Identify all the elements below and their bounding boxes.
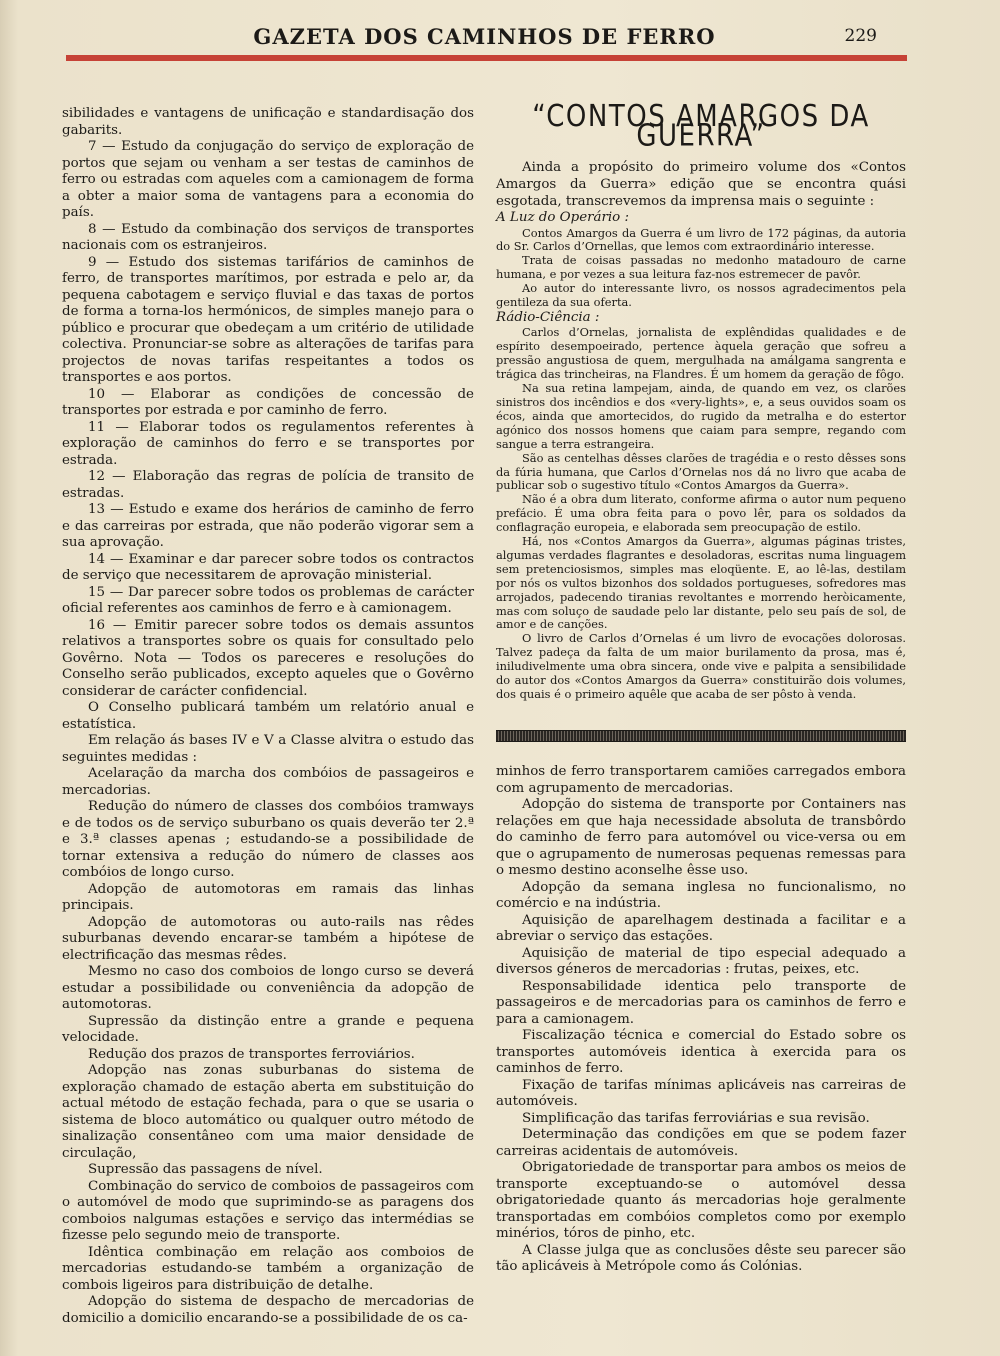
paragraph: Aquisição de aparelhagem destinada a facilitar e a abreviar o serviço das estações. bbox=[496, 912, 906, 944]
source-quote bbox=[496, 326, 906, 701]
quote-paragraph: Na sua retina lampejam, ainda, de quando em vez, os clarões sinistros dos incêndios e dos «very-lights», e, a seus ouvidos soam os écos, ainda que amortecidos, do rugido da metralha e do estertor agónico dos nossos homens que caiam para sempre, regando com sangue a terra estrangeira. bbox=[496, 381, 906, 451]
source-heading: A Luz do Operário : bbox=[496, 210, 630, 225]
source-heading: Rádio-Ciência : bbox=[496, 309, 600, 325]
paragraph: Adopção de automotoras em ramais das linhas principais. bbox=[62, 881, 474, 913]
paragraph: 8 — Estudo da combinação dos serviços de transportes nacionais com os estranjeiros. bbox=[62, 221, 474, 253]
paragraph: Adopção nas zonas suburbanas do sistema de exploração chamado de estação aberta em substituição do actual método de estação fechada, para o que se usaria o sistema de bloco automático ou qualquer outro método de sinalização consentâneo com uma maior densidade de circulação, bbox=[62, 1063, 474, 1161]
paragraph: 16 — Emitir parecer sobre todos os demais assuntos relativos a transportes sobre os quais for consultado pelo Govêrno. Nota — Todos os pareceres e resoluções do Conselho serão publicados, excepto aqueles que o Govêrno considerar de carácter confidencial. bbox=[62, 617, 474, 699]
section-divider bbox=[496, 730, 906, 742]
paragraph: Simplificação das tarifas ferroviárias e sua revisão. bbox=[522, 1110, 870, 1126]
paragraph: 7 — Estudo da conjugação do serviço de exploração de portos que sejam ou venham a ser testas de caminhos de ferro ou estradas com aqueles com a camionagem de forma a obter a maior soma de vantagens para a economia do país. bbox=[62, 139, 474, 220]
header-rule bbox=[66, 55, 907, 61]
paragraph: 15 — Dar parecer sobre todos os problemas de carácter oficial referentes aos caminhos de ferro e à camionagem. bbox=[62, 584, 474, 616]
paragraph: Responsabilidade identica pelo transporte de passageiros e de mercadorias para os caminhos de ferro e para a camionagem. bbox=[496, 978, 906, 1027]
quote-paragraph: Não é a obra dum literato, conforme afirma o autor num pequeno prefácio. É uma obra feita para o povo lêr, para os soldados da conflagração europeia, e elaborada sem preocupação de estilo. bbox=[496, 492, 906, 535]
paragraph: 12 — Elaboração das regras de polícia de transito de estradas. bbox=[62, 469, 474, 501]
paragraph: Supressão das passagens de nível. bbox=[88, 1162, 323, 1177]
source-quote bbox=[496, 227, 906, 310]
left-column bbox=[62, 106, 474, 1327]
paragraph: 11 — Elaborar todos os regulamentos referentes à exploração de caminhos do ferro e se transportes por estrada. bbox=[62, 419, 474, 468]
paragraph: sibilidades e vantagens de unificação e standardisação dos gabarits. bbox=[62, 106, 474, 138]
paragraph: Fiscalização técnica e comercial do Estado sobre os transportes automóveis identica à exercida para os caminhos de ferro. bbox=[496, 1028, 906, 1076]
paragraph: 14 — Examinar e dar parecer sobre todos os contractos de serviço que necessitarem de aprovação ministerial. bbox=[62, 551, 474, 583]
paragraph: Mesmo no caso dos comboios de longo curso se deverá estudar a possibilidade ou conveniência da adopção de automotoras. bbox=[62, 964, 474, 1012]
paragraph: Adopção do sistema de despacho de mercadorias de domicilio a domicilio encarando-se a possibilidade de os ca- bbox=[62, 1294, 474, 1326]
publication-title: GAZETA DOS CAMINHOS DE FERRO bbox=[253, 24, 716, 49]
paragraph: Aquisição de material de tipo especial adequado a diversos géneros de mercadorias : frutas, peixes, etc. bbox=[496, 945, 906, 977]
page-number: 229 bbox=[844, 26, 877, 46]
paragraph: Supressão da distinção entre a grande e pequena velocidade. bbox=[62, 1013, 474, 1045]
paragraph: 9 — Estudo dos sistemas tarifários de caminhos de ferro, de transportes marítimos, por estrada e pelo ar, da pequena cabotagem e serviço fluvial e das taxas de portos de forma a torna-los hermónicos, de simples manejo para o público e procurar que obedeçam a um critério de utilidade colectiva. Pronunciar-se sobre as alterações de tarifas para projectos de novas tarifas respeitantes a todos os transportes e aos portos. bbox=[62, 254, 474, 385]
page-header bbox=[62, 22, 907, 62]
paragraph: Adopção de automotoras ou auto-rails nas rêdes suburbanas devendo encarar-se também a hipótese de electrificação das mesmas rêdes. bbox=[62, 914, 474, 963]
paragraph: Obrigatoriedade de transportar para ambos os meios de transporte exceptuando-se o automóvel dessa obrigatoriedade quanto ás mercadorias hoje geralmente transportadas em combóios completos como por exemplo minérios, tóros de pinho, etc. bbox=[496, 1160, 906, 1241]
paragraph: Redução do número de classes dos combóios tramways e de todos os de serviço suburbano os quais deverão ter 2.ª e 3.ª classes apenas ; estudando-se a possibilidade de tornar extensiva a redução do número de classes aos combóios de longo curso. bbox=[62, 799, 474, 880]
paragraph: Redução dos prazos de transportes ferroviários. bbox=[88, 1046, 415, 1062]
right-column-continuation bbox=[496, 764, 906, 1276]
paragraph: Acelaração da marcha dos combóios de passageiros e mercadorias. bbox=[62, 766, 474, 798]
quote-paragraph: São as centelhas dêsses clarões de tragédia e o resto dêsses sons da fúria humana, que Carlos d’Ornelas nos dá no livro que acaba de publicar sob o sugestivo título «Contos Amargos da Guerra». bbox=[496, 450, 906, 493]
quote-paragraph: O livro de Carlos d’Ornelas é um livro de evocações dolorosas. Talvez padeça da falta de um maior burilamento da prosa, mas é, iniludivelmente uma obra sincera, onde vive e palpita a sensibilidade do autor dos «Contos Amargos da Guerra» constituirão dois volumes, dos quais é o primeiro aquêle que acaba de ser pôsto à venda. bbox=[496, 631, 906, 701]
paragraph: Em relação ás bases IV e V a Classe alvitra o estudo das seguintes medidas : bbox=[62, 733, 474, 765]
paragraph: Fixação de tarifas mínimas aplicáveis nas carreiras de automóveis. bbox=[496, 1077, 906, 1109]
paragraph: O Conselho publicará também um relatório anual e estatística. bbox=[62, 700, 474, 732]
paragraph: Idêntica combinação em relação aos comboios de mercadorias estudando-se também a organização de combois ligeiros para distribuição de detalhe. bbox=[62, 1244, 474, 1293]
paragraph: Determinação das condições em que se podem fazer carreiras acidentais de automóveis. bbox=[496, 1127, 906, 1159]
paragraph: 10 — Elaborar as condições de concessão de transportes por estrada e por caminho de ferro. bbox=[62, 386, 474, 418]
paragraph: minhos de ferro transportarem camiões carregados embora com agrupamento de mercadorias. bbox=[496, 764, 906, 796]
article-title: “CONTOS AMARGOS DA GUERRA” bbox=[532, 99, 870, 153]
article-intro: Ainda a propósito do primeiro volume dos «Contos Amargos da Guerra» edição que se encontra quási esgotada, transcrevemos da imprensa mais o seguinte : bbox=[496, 160, 906, 209]
quote-paragraph: Contos Amargos da Guerra é um livro de 172 páginas, da autoria do Sr. Carlos d’Ornellas, que lemos com extraordinário interesse. bbox=[496, 225, 906, 254]
quote-paragraph: Há, nos «Contos Amargos da Guerra», algumas páginas tristes, algumas verdades flagrantes e desoladoras, escritas numa linguagem sem pretenciosismos, simples mas eloqüente. E, ao lê-las, destilam por nós os vultos bizonhos dos soldados portugueses, sofredores mas arrojados, padecendo tiranias revoltantes e morrendo heròicamente, mas com soluço de saudade pelo lar distante, pelo seu país de sol, de amor e de canções. bbox=[496, 534, 906, 632]
article-contos-amargos bbox=[496, 99, 906, 702]
quote-paragraph: Carlos d’Ornelas, jornalista de explêndidas qualidades e de espírito desempoeirado, pertence àquela geração que sofreu a pressão angustiosa de quem, mergulhada na amálgama sangrenta e trágica das trincheiras, na Flandres. É um homem da geração de fôgo. bbox=[496, 325, 906, 382]
paragraph: Adopção do sistema de transporte por Containers nas relações em que haja necessidade absoluta de transbôrdo do caminho de ferro para automóvel ou vice-versa ou em que o agrupamento de numerosas pequenas remessas para o mesmo destino aconselhe êsse uso. bbox=[496, 797, 906, 878]
paragraph: Adopção da semana inglesa no funcionalismo, no comércio e na indústria. bbox=[496, 879, 906, 911]
paragraph: A Classe julga que as conclusões dêste seu parecer são tão aplicáveis à Metrópole como ás Colónias. bbox=[496, 1242, 906, 1274]
paragraph: Combinação do servico de comboios de passageiros com o automóvel de modo que suprimindo-se as paragens dos comboios nalgumas estações e serviço das intermédias se fizesse pelo segundo meio de transporte. bbox=[62, 1178, 474, 1243]
paragraph: 13 — Estudo e exame dos herários de caminho de ferro e das carreiras por estrada, que não poderão vigorar sem a sua aprovação. bbox=[62, 502, 474, 550]
quote-paragraph: Trata de coisas passadas no medonho matadouro de carne humana, e por vezes a sua leitura faz-nos estremecer de pavôr. bbox=[496, 253, 906, 282]
quote-paragraph: Ao autor do interessante livro, os nossos agradecimentos pela gentileza da sua oferta. bbox=[496, 281, 906, 310]
